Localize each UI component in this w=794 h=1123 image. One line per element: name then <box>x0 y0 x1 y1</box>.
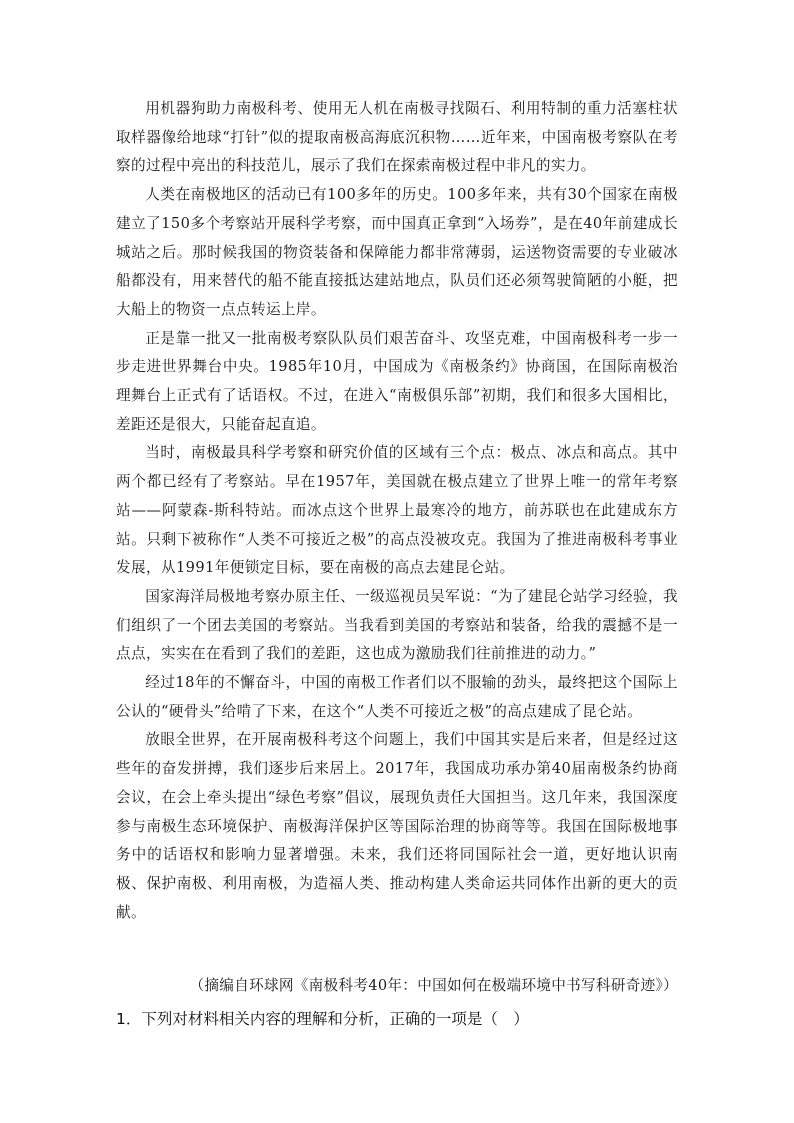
article-body <box>116 95 678 927</box>
article-paragraph-3: 正是靠一批又一批南极考察队队员们艰苦奋斗、攻坚克难，中国南极科考一步一步走进世界舞台中央。1985年10月，中国成为《南极条约》协商国，在国际南极治理舞台上正式有了话语权。不过，在进入“南极俱乐部”初期，我们和很多大国相比，差距还是很大，只能奋起直追。 <box>116 329 678 433</box>
article-paragraph-5: 国家海洋局极地考察办原主任、一级巡视员吴军说：“为了建昆仑站学习经验，我们组织了一个团去美国的考察站。当我看到美国的考察站和装备，给我的震撼不是一点点，实实在在看到了我们的差距，这也成为激励我们往前推进的动力。” <box>116 587 678 663</box>
question-1: 1．下列对材料相关内容的理解和分析，正确的一项是（ ） <box>116 1010 529 1028</box>
article-paragraph-1: 用机器狗助力南极科考、使用无人机在南极寻找陨石、利用特制的重力活塞柱状取样器像给地球“打针”似的提取南极高海底沉积物……近年来，中国南极考察队在考察的过程中亮出的科技范儿，展示了我们在探索南极过程中非凡的实力。 <box>116 100 678 175</box>
article-paragraph-6: 经过18年的不懈奋斗，中国的南极工作者们以不服输的劲头，最终把这个国际上公认的“硬骨头”给啃了下来，在这个“人类不可接近之极”的高点建成了昆仑站。 <box>116 674 678 720</box>
article-paragraph-4: 当时，南极最具科学考察和研究价值的区域有三个点：极点、冰点和高点。其中两个都已经有了考察站。早在1957年，美国就在极点建立了世界上唯一的常年考察站——阿蒙森-斯科特站。而冰点这个世界上最寒冷的地方，前苏联也在此建成东方站。只剩下被称作“人类不可接近之极”的高点没被攻克。我国为了推进南极科考事业发展，从1991年便锁定目标，要在南极的高点去建昆仑站。 <box>116 444 678 577</box>
article-source: （摘编自环球网《南极科考40年：中国如何在极端环境中书写科研奇迹》） <box>189 977 678 994</box>
article-paragraph-7: 放眼全世界，在开展南极科考这个问题上，我们中国其实是后来者，但是经过这些年的奋发拼搏，我们逐步后来居上。2017年，我国成功承办第40届南极条约协商会议，在会上牵头提出“绿色考察”倡议，展现负责任大国担当。这几年来，我国深度参与南极生态环境保护、南极海洋保护区等国际治理的协商等等。我国在国际极地事务中的话语权和影响力显著增强。未来，我们还将同国际社会一道，更好地认识南极、保护南极、利用南极，为造福人类、推动构建人类命运共同体作出新的更大的贡献。 <box>116 731 678 921</box>
article-paragraph-2: 人类在南极地区的活动已有100多年的历史。100多年来，共有30个国家在南极建立了150多个考察站开展科学考察，而中国真正拿到“入场券”，是在40年前建成长城站之后。那时候我国的物资装备和保障能力都非常薄弱，运送物资需要的专业破冰船都没有，用来替代的船不能直接抵达建站地点，队员们还必须驾驶简陋的小艇，把大船上的物资一点点转运上岸。 <box>116 186 678 318</box>
